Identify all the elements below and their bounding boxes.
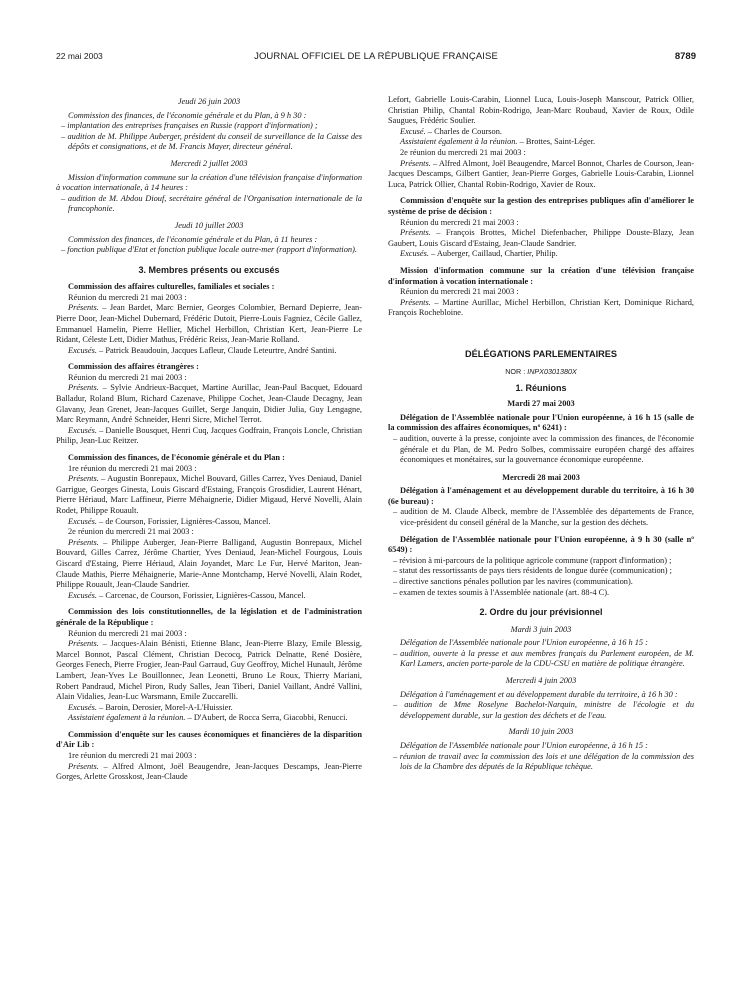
attendance-excused xyxy=(56,517,362,528)
attendance-excused xyxy=(56,703,362,714)
meeting-label: 1re réunion du mercredi 21 mai 2003 : xyxy=(68,463,197,473)
header-date: 22 mai 2003 xyxy=(56,51,103,61)
agenda-item: – audition de M. Philippe Auberger, président du conseil de surveillance de la Caisse des dépôts et consignations, et de M. Francis Mayer, directeur général. xyxy=(61,131,362,152)
commission-title: Mission d'information commune sur la création d'une télévision française d'information à vocation internationale : xyxy=(388,265,694,286)
excused-label: Excusés. xyxy=(68,425,97,435)
agenda-day: Mardi 10 juin 2003 xyxy=(508,727,574,737)
also-names: – Brottes, Saint-Léger. xyxy=(517,137,596,147)
attendance-present xyxy=(56,762,362,783)
agenda-lead: Délégation de l'Assemblée nationale pour l'Union européenne, à 16 h 15 : xyxy=(400,638,648,648)
nor-reference xyxy=(388,367,694,376)
excused-names: – Patrick Beaudouin, Jacques Lafleur, Claude Leteurtre, André Santini. xyxy=(96,345,337,355)
agenda-lead: Commission des finances, de l'économie générale et du Plan, à 11 heures : xyxy=(68,234,318,244)
delegations-heading: DÉLÉGATIONS PARLEMENTAIRES xyxy=(464,348,618,359)
present-names: – Alfred Almont, Joël Beaugendre, Jean-Jacques Descamps, Jean-Pierre Gorges, Arlette Grosskost, Jean-Claude xyxy=(56,761,362,782)
commission-title: Commission des lois constitutionnelles, de la législation et de l'administration générale de la République : xyxy=(56,607,362,627)
present-label: Présents. xyxy=(68,761,99,771)
section-heading: 3. Membres présents ou excusés xyxy=(138,264,280,275)
agenda-day: Jeudi 26 juin 2003 xyxy=(177,97,241,106)
nor-code: INPX0301380X xyxy=(527,366,577,376)
present-names: – Jacques-Alain Bénisti, Etienne Blanc, Jean-Pierre Blazy, Emile Blessig, Marcel Bonnot, Pascal Clément, Christian Decocq, Patrick Delnatte, René Dosière, Georges Fenech, Pierre Frogier, Jean-Paul Garraud, Guy Geoffroy, Michel Hunault, Jérôme Lambert, Jean-Yves Le Bouillonnec, Jean Leonetti, Bruno Le Roux, Thierry Mariani, Robert Pandraud, Michel Piron, Rudy Salles, Jean Tiberi, Daniel Vaillant, André Vallini, Alain Vidalies, Jean-Luc Warsmann, Emile Zuccarelli. xyxy=(56,639,362,702)
present-label: Présents. xyxy=(68,303,99,313)
present-label: Présents. xyxy=(68,474,99,484)
agenda-item: – examen de textes soumis à l'Assemblée nationale (art. 88-4 C). xyxy=(393,587,610,597)
agenda-item: – audition, ouverte à la presse, conjointe avec la commission des finances, de l'économie générale et du Plan, de M. Pedro Solbes, commissaire européen chargé des affaires économiques et monétaires, sur la gouvernance économique européenne. xyxy=(393,433,694,465)
attendance-excused xyxy=(56,426,362,447)
commission-title: Commission d'enquête sur les causes économiques et financières de la disparition d'Air Lib : xyxy=(56,729,362,750)
delegation-heading: Délégation à l'aménagement et au développement durable du territoire, à 16 h 30 (6e bureau) : xyxy=(388,486,694,506)
present-names: – Philippe Auberger, Jean-Pierre Balligand, Augustin Bonrepaux, Michel Bouvard, Gilles Carrez, Jérôme Chartier, Yves Deniaud, Jean-Michel Fourgous, Louis Giscard d'Estaing, Pierre Hériaud, Alain Joyandet, Marc Le Fur, Hervé Mariton, Jean-Claude Mathis, Pierre Méhaignerie, Marie-Anne Montchamp, Hervé Novelli, Alain Rodet, Philippe Rouault, Jean-Claude Sandrier. xyxy=(56,537,362,590)
meeting-label: 1re réunion du mercredi 21 mai 2003 : xyxy=(68,751,197,761)
excused-names: – Carcenac, de Courson, Forissier, Lignières-Cassou, Mancel. xyxy=(96,590,306,600)
attendance-excused xyxy=(388,249,694,260)
present-label: Présents. xyxy=(400,297,431,307)
agenda-lead: Délégation à l'aménagement et au développement durable du territoire, à 16 h 30 : xyxy=(400,689,678,699)
attendance-excused xyxy=(388,127,694,138)
page-number: 8789 xyxy=(674,51,696,62)
present-names-continued: Lefort, Gabrielle Louis-Carabin, Lionnel Luca, Louis-Joseph Manscour, Patrick Ollier, Christian Philip, Chantal Robin-Rodrigo, Jean-Marc Roubaud, Xavier de Roux, Odile Saugues, Frédéric Soulier. xyxy=(388,95,694,126)
agenda-day: Mardi 3 juin 2003 xyxy=(510,624,572,634)
agenda-item: – audition de M. Claude Albeck, membre de l'Assemblée des départements de France, vice-président du conseil général de la Manche, sur la gestion des déchets. xyxy=(393,507,694,528)
commission-title: Commission des affaires culturelles, familiales et sociales : xyxy=(68,282,275,292)
excused-names: – de Courson, Forissier, Lignières-Cassou, Mancel. xyxy=(96,516,271,526)
meeting-date: Mercredi 28 mai 2003 xyxy=(502,472,580,482)
excused-label: Excusés. xyxy=(68,345,97,355)
attendance-present xyxy=(56,383,362,425)
excused-label: Excusés. xyxy=(68,590,97,600)
attendance-excused xyxy=(56,346,362,357)
page-header xyxy=(56,51,696,65)
also-label: Assistaient également à la réunion. xyxy=(400,137,518,147)
agenda-lead: Délégation de l'Assemblée nationale pour l'Union européenne, à 16 h 15 : xyxy=(400,740,648,750)
present-names: – Alfred Almont, Joël Beaugendre, Marcel Bonnot, Charles de Courson, Jean-Jacques Descamps, Gilbert Gantier, Jean-Pierre Gorges, Gabrielle Louis-Carabin, Lionnel Luca, Patrick Ollier, Chantal Robin-Rodrigo, Xavier de Roux. xyxy=(388,158,694,189)
meeting-date: Mardi 27 mai 2003 xyxy=(507,399,575,409)
meeting-label: Réunion du mercredi 21 mai 2003 : xyxy=(68,292,187,302)
section-heading: 2. Ordre du jour prévisionnel xyxy=(479,607,603,618)
present-label: Présents. xyxy=(68,383,99,393)
also-names: – D'Aubert, de Rocca Serra, Giacobbi, Renucci. xyxy=(185,713,348,723)
excused-label: Excusés. xyxy=(68,702,97,712)
section-heading: 1. Réunions xyxy=(515,382,567,393)
agenda-item: – réunion de travail avec la commission des lois et une délégation de la commission des lois de la Chambre des députés de la République tchèque. xyxy=(393,751,694,772)
commission-title: Commission des affaires étrangères : xyxy=(68,362,199,372)
attendance-present xyxy=(388,298,694,319)
left-column xyxy=(56,97,362,783)
agenda-item: – directive sanctions pénales pollution par les navires (communication). xyxy=(393,577,633,587)
also-label: Assistaient également à la réunion. xyxy=(68,713,186,723)
right-column xyxy=(388,95,694,773)
agenda-lead: Mission d'information commune sur la création d'une télévision française d'information à vocation internationale, à 14 heures : xyxy=(56,172,362,193)
agenda-lead: Commission des finances, de l'économie générale et du Plan, à 9 h 30 : xyxy=(68,110,307,120)
agenda-day: Jeudi 10 juillet 2003 xyxy=(174,220,244,230)
excused-names: – Danielle Bousquet, Henri Cuq, Jacques Godfrain, François Loncle, Christian Philip, Jean-Luc Reitzer. xyxy=(56,425,362,446)
agenda-item: – fonction publique d'Etat et fonction publique locale outre-mer (rapport d'information). xyxy=(61,245,357,255)
agenda-item: – audition de Mme Roselyne Bachelot-Narquin, ministre de l'écologie et du développement durable, sur la gestion des déchets et de l'eau. xyxy=(393,700,694,720)
meeting-label: Réunion du mercredi 21 mai 2003 : xyxy=(68,372,187,382)
present-label: Présents. xyxy=(400,228,431,238)
present-names: – Martine Aurillac, Michel Herbillon, Christian Kert, Dominique Richard, François Rochebloine. xyxy=(388,297,694,318)
agenda-item: – implantation des entreprises françaises en Russie (rapport d'information) ; xyxy=(61,121,318,131)
excused-label: Excusés. xyxy=(400,249,429,259)
present-names: – Augustin Bonrepaux, Michel Bouvard, Gilles Carrez, Yves Deniaud, Daniel Garrigue, Georges Ginesta, Louis Giscard d'Estaing, François Grosdidier, Laurent Hénart, Pierre Hériaud, Marc Laffineur, Pierre Méhaignerie, Didier Migaud, Hervé Novelli, Alain Rodet, Philippe Rouault. xyxy=(56,474,362,516)
agenda-item: – révision à mi-parcours de la politique agricole commune (rapport d'information) ; xyxy=(393,555,672,565)
attendance-excused xyxy=(56,591,362,602)
nor-label: NOR : xyxy=(505,366,528,376)
journal-title: JOURNAL OFFICIEL DE LA RÉPUBLIQUE FRANÇAISE xyxy=(254,51,498,62)
present-label: Présents. xyxy=(68,639,99,649)
excused-label: Excusés. xyxy=(68,516,97,526)
agenda-item: – audition, ouverte à la presse et aux membres français du Parlement européen, de M. Karl Lamers, ancien porte-parole de la CDU-CSU en matière de politique étrangère. xyxy=(393,648,694,669)
attendance-present xyxy=(56,474,362,516)
attendance-present xyxy=(56,303,362,345)
excused-names: – Charles de Courson. xyxy=(425,126,502,136)
agenda-item: – audition de M. Abdou Diouf, secrétaire général de l'Organisation internationale de la francophonie. xyxy=(61,193,362,214)
present-names: – François Brottes, Michel Diefenbacher, Philippe Douste-Blazy, Jean Gaubert, Louis Giscard d'Estaing, Jean-Claude Sandrier. xyxy=(388,228,694,248)
meeting-label: 2e réunion du mercredi 21 mai 2003 : xyxy=(68,527,194,537)
delegation-heading: Délégation de l'Assemblée nationale pour l'Union européenne, à 9 h 30 (salle nº 6549) : xyxy=(388,534,694,555)
attendance-also xyxy=(388,137,694,148)
present-label: Présents. xyxy=(68,537,99,547)
attendance-also xyxy=(56,713,362,724)
excused-names: – Auberger, Caillaud, Chartier, Philip. xyxy=(428,249,558,259)
commission-title: Commission des finances, de l'économie générale et du Plan : xyxy=(68,453,285,463)
excused-label: Excusé. xyxy=(400,126,426,136)
agenda-item: – statut des ressortissants de pays tiers résidents de longue durée (communication) ; xyxy=(393,566,672,576)
attendance-present xyxy=(388,228,694,249)
agenda-day: Mercredi 4 juin 2003 xyxy=(505,676,577,686)
meeting-label: Réunion du mercredi 21 mai 2003 : xyxy=(400,217,519,227)
attendance-present xyxy=(56,538,362,591)
meeting-label: Réunion du mercredi 21 mai 2003 : xyxy=(68,628,187,638)
agenda-day: Mercredi 2 juillet 2003 xyxy=(170,158,248,168)
attendance-present xyxy=(388,159,694,191)
meeting-label: Réunion du mercredi 21 mai 2003 : xyxy=(400,287,519,297)
attendance-present xyxy=(56,639,362,703)
excused-names: – Baroin, Derosier, Morel-A-L'Huissier. xyxy=(96,702,233,712)
delegation-heading: Délégation de l'Assemblée nationale pour l'Union européenne, à 16 h 15 (salle de la commission des affaires économiques, nº 6241) : xyxy=(388,412,694,433)
commission-title: Commission d'enquête sur la gestion des entreprises publiques afin d'améliorer le système de prise de décision : xyxy=(388,196,694,216)
present-names: – Sylvie Andrieux-Bacquet, Martine Aurillac, Jean-Paul Bacquet, Edouard Balladur, Roland Blum, Richard Cazenave, Philippe Cochet, Jean-Claude Decagny, Jean Glavany, Jean Grenet, Jean-Jacques Guillet, Serge Janquin, Didier Julia, Guy Lengagne, Marc Reymann, André Schneider, Henri Sicre, Michel Terrot. xyxy=(56,383,362,425)
present-label: Présents. xyxy=(400,158,431,168)
meeting-label: 2e réunion du mercredi 21 mai 2003 : xyxy=(400,147,526,157)
present-names: – Jean Bardet, Marc Bernier, Georges Colombier, Bernard Depierre, Jean-Pierre Door, Jean-Michel Dubernard, Frédéric Dutoit, Pierre-Louis Fagniez, Cécile Gallez, Emmanuel Hamelin, Pierre Hellier, Michel Herbillon, Christian Kert, Jean-Pierre Le Ridant, Céleste Lett, Didier Mathus, Frédéric Reiss, Jean-Marie Rolland. xyxy=(56,303,362,345)
